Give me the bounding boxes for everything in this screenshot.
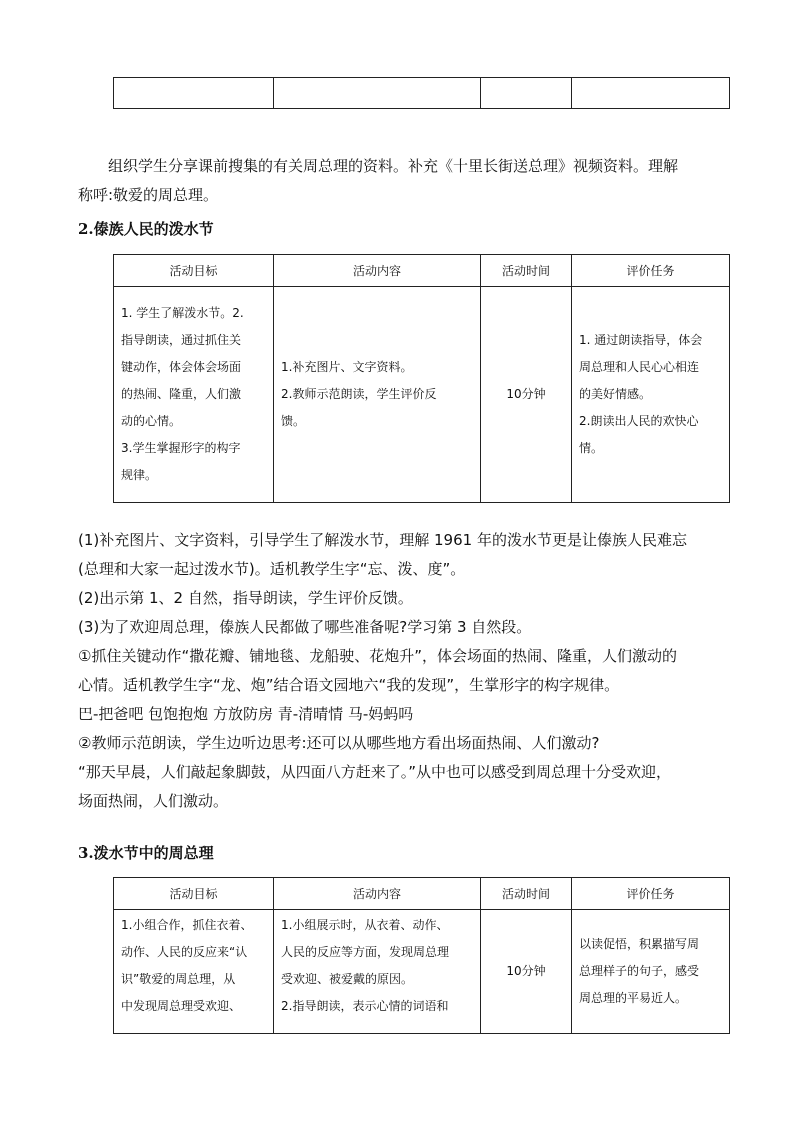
content-line: 2.指导朗读，表示心情的词语和 <box>281 999 449 1013</box>
content-line: 馈。 <box>281 414 306 428</box>
table-header: 评价任务 <box>572 878 730 910</box>
activity-table-section2 <box>113 254 730 503</box>
table-header: 活动内容 <box>274 255 481 287</box>
goal-line: 规律。 <box>121 468 158 482</box>
task-line: 周总理和人民心心相连 <box>579 360 700 374</box>
top-table-cell <box>114 78 274 109</box>
task-line: 2.朗读出人民的欢快心 <box>579 414 699 428</box>
table-header: 活动时间 <box>481 878 572 910</box>
top-table-cell <box>572 78 730 109</box>
content-line: 人民的反应等方面，发现周总理 <box>281 945 450 959</box>
body-line: 场面热闹，人们激动。 <box>78 792 229 810</box>
goal-line: 1.小组合作，抓住衣着、 <box>121 918 253 932</box>
goal-line: 1. 学生了解泼水节。2. <box>121 306 244 320</box>
goal-line: 动作、人民的反应来“认 <box>121 945 248 959</box>
top-table <box>113 77 730 109</box>
table-header: 活动时间 <box>481 255 572 287</box>
content-line: 受欢迎、被爱戴的原因。 <box>281 972 414 986</box>
content-line: 2.教师示范朗读，学生评价反 <box>281 387 437 401</box>
body-text <box>78 526 728 816</box>
task-cell <box>572 910 730 1034</box>
goal-line: 键动作，体会体会场面 <box>121 360 242 374</box>
body-line: (总理和大家一起过泼水节)。适机教学生字“忘、泼、度”。 <box>78 560 466 578</box>
task-line: 以读促悟，积累描写周 <box>579 937 700 951</box>
goal-cell <box>114 287 274 503</box>
body-line: ①抓住关键动作“撒花瓣、铺地毯、龙船驶、花炮升”，体会场面的热闹、隆重，人们激动的 <box>78 647 677 665</box>
task-cell <box>572 287 730 503</box>
table-header: 活动目标 <box>114 878 274 910</box>
task-line: 周总理的平易近人。 <box>579 991 688 1005</box>
task-line: 情。 <box>579 441 604 455</box>
task-line: 的美好情感。 <box>579 387 652 401</box>
goal-line: 3.学生掌握形字的构字 <box>121 441 241 455</box>
section-heading: 3.泼水节中的周总理 <box>78 844 214 862</box>
goal-line: 指导朗读，通过抓住关 <box>121 333 242 347</box>
body-line: 心情。适机教学生字“龙、炮”结合语文园地六“我的发现”，生掌形字的构字规律。 <box>78 676 620 694</box>
table-header: 活动目标 <box>114 255 274 287</box>
content-line: 1.补充图片、文字资料。 <box>281 360 413 374</box>
section-heading: 2.傣族人民的泼水节 <box>78 220 214 238</box>
content-line: 1.小组展示时，从衣着、动作、 <box>281 918 449 932</box>
goal-cell <box>114 910 274 1034</box>
goal-line: 识”敬爱的周总理，从 <box>121 972 236 986</box>
intro-paragraph <box>78 152 728 210</box>
activity-table-section3 <box>113 877 730 1034</box>
body-line: (1)补充图片、文字资料，引导学生了解泼水节，理解 1961 年的泼水节更是让傣族人民难忘 <box>78 531 687 549</box>
content-cell <box>274 910 481 1034</box>
top-table-cell <box>274 78 481 109</box>
task-line: 1. 通过朗读指导，体会 <box>579 333 703 347</box>
goal-line: 动的心情。 <box>121 414 182 428</box>
table-header: 评价任务 <box>572 255 730 287</box>
body-line: 巴-把爸吧 包饱抱炮 方放防房 青-清晴情 马-妈蚂吗 <box>78 705 414 723</box>
time-cell: 10分钟 <box>481 287 572 503</box>
goal-line: 的热闹、隆重，人们激 <box>121 387 242 401</box>
body-line: “那天早晨，人们敲起象脚鼓，从四面八方赶来了。”从中也可以感受到周总理十分受欢迎， <box>78 763 672 781</box>
goal-line: 中发现周总理受欢迎、 <box>121 999 242 1013</box>
body-line: ②教师示范朗读，学生边听边思考:还可以从哪些地方看出场面热闹、人们激动? <box>78 734 600 752</box>
time-cell: 10分钟 <box>481 910 572 1034</box>
table-header: 活动内容 <box>274 878 481 910</box>
top-table-cell <box>481 78 572 109</box>
intro-line: 称呼:敬爱的周总理。 <box>78 186 219 204</box>
body-line: (2)出示第 1、2 自然，指导朗读，学生评价反馈。 <box>78 589 413 607</box>
intro-line: 组织学生分享课前搜集的有关周总理的资料。补充《十里长街送总理》视频资料。理解 <box>108 157 679 175</box>
task-line: 总理样子的句子，感受 <box>579 964 700 978</box>
content-cell <box>274 287 481 503</box>
body-line: (3)为了欢迎周总理，傣族人民都做了哪些准备呢?学习第 3 自然段。 <box>78 618 532 636</box>
